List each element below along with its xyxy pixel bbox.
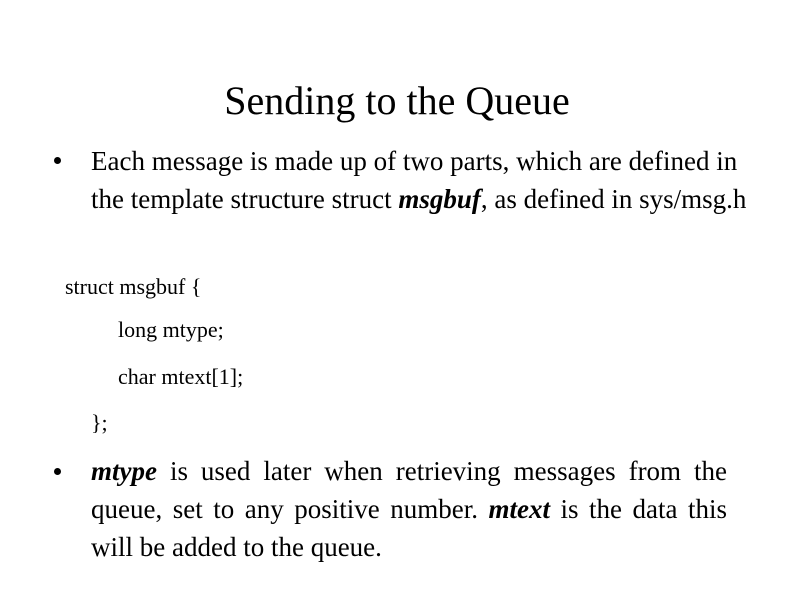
- bullet-text: Each message is made up of two parts, which are defined in the template structure struct: [91, 146, 738, 214]
- bullet-text: is used later when retrieving messages from the queue, set to any positive number.: [91, 456, 727, 524]
- mtype-emphasis: mtype: [91, 456, 157, 486]
- bullet-dot: [54, 157, 61, 164]
- struct-name-emphasis: msgbuf: [398, 184, 481, 214]
- bullet-text: , as defined in sys/msg.h: [480, 184, 747, 214]
- code-line-mtext: char mtext[1];: [118, 364, 244, 389]
- code-line-struct-open: struct msgbuf {: [65, 274, 202, 299]
- slide-title: Sending to the Queue: [224, 78, 570, 123]
- bullet-paragraph-mtype-mtext: [91, 452, 727, 566]
- code-line-struct-close: };: [91, 410, 108, 435]
- bullet-text: is the data this will be added to the queue.: [91, 494, 727, 562]
- code-line-mtype: long mtype;: [118, 317, 224, 342]
- bullet-dot: [54, 468, 61, 475]
- bullet-paragraph-message-parts: [91, 142, 751, 218]
- mtext-emphasis: mtext: [488, 494, 550, 524]
